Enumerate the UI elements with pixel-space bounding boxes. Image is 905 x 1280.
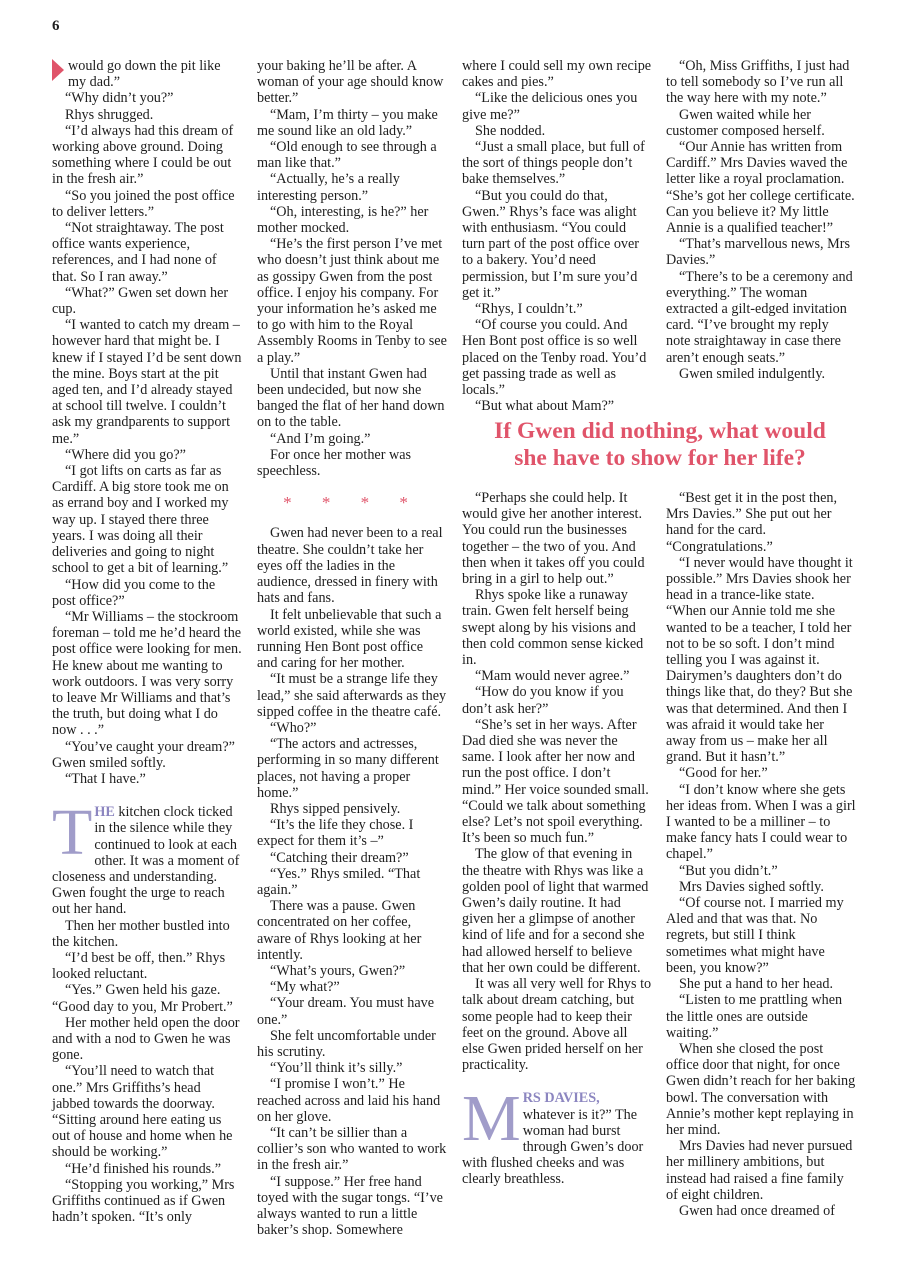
drop-cap-word: HE [94, 804, 115, 821]
paragraph: Until that instant Gwen had been undecided, but now she banged the flat of her hand down on to the table. [257, 365, 445, 431]
paragraph: “Where did you go?” [65, 446, 186, 463]
paragraph: “You’ve caught your dream?” Gwen smiled softly. [52, 738, 235, 771]
pull-quote-line-1: If Gwen did nothing, what would [494, 418, 826, 444]
paragraph: “I suppose.” Her free hand toyed with the sugar tongs. “I’ve always wanted to run a little baker’s shop. Somewhere [257, 1173, 443, 1239]
paragraph: There was a pause. Gwen concentrated on her coffee, aware of Rhys looking at her intently. [257, 898, 422, 963]
page-number: 6 [52, 18, 60, 34]
paragraph: She nodded. [475, 122, 546, 139]
paragraph: She felt uncomfortable under his scrutiny. [257, 1027, 436, 1060]
paragraph: “Not straightaway. The post office wants experience, references, and I had none of that. So I ran away.” [52, 220, 224, 285]
paragraph: your baking he’ll be after. A woman of your age should know better.” [257, 58, 444, 107]
paragraph: “It must be a strange life they lead,” she said afterwards as they sipped coffee in the theatre café. [257, 671, 447, 720]
paragraph: “Just a small place, but full of the sort of things people don’t bake themselves.” [462, 139, 645, 188]
paragraph: “How did you come to the post office?” [52, 576, 216, 609]
paragraph: “That I have.” [65, 770, 146, 787]
paragraph: Mrs Davies sighed softly. [679, 878, 824, 895]
paragraph: She put a hand to her head. [679, 976, 834, 993]
paragraph: “Mam, I’m thirty – you make me sound like an old lady.” [257, 106, 438, 139]
dropcap-paragraph [52, 796, 242, 918]
paragraph: Rhys shrugged. [65, 106, 154, 123]
paragraph: “But you could do that, Gwen.” Rhys’s face was alight with enthusiasm. “You could turn part of the post office over to a bakery. You’d need permission, but I’m sure you’d get it.” [462, 187, 640, 301]
paragraph: Gwen smiled indulgently. [679, 365, 826, 382]
paragraph: “Your dream. You must have one.” [257, 995, 435, 1028]
paragraph: “So you joined the post office to deliver letters.” [52, 187, 235, 220]
paragraph: “What’s yours, Gwen?” [270, 962, 406, 979]
paragraph: “Stopping you working,” Mrs Griffiths continued as if Gwen hadn’t spoken. “It’s only [52, 1176, 235, 1226]
paragraph: Rhys spoke like a runaway train. Gwen felt herself being swept along by his visions and then cold common sense kicked in. [462, 587, 644, 669]
paragraph: Gwen had never been to a real theatre. She couldn’t take her eyes off the ladies in the audience, dressed in finery with hats and fans. [257, 525, 443, 607]
paragraph: The glow of that evening in the theatre with Rhys was like a golden pool of light that warmed Gwen’s daily routine. It had given her a glimpse of another kind of life and for a second she had allowed herself to believe that her own could be different. [462, 846, 649, 976]
paragraph: “You’ll need to watch that one.” Mrs Griffiths’s head jabbed towards the doorway. “Sitting around here eating us out of house and home when he should be working.” [52, 1063, 233, 1161]
paragraph: “What?” Gwen set down her cup. [52, 284, 229, 318]
paragraph: “I don’t know where she gets her ideas from. When I was a girl I wanted to be a milliner – to make fancy hats I could wear to chapel.” [666, 781, 856, 863]
paragraph: “Listen to me prattling when the little ones are outside waiting.” [666, 992, 843, 1041]
paragraph: “How do you know if you don’t ask her?” [462, 684, 624, 717]
paragraph: “That’s marvellous news, Mrs Davies.” [666, 236, 851, 269]
paragraph-text: whatever is it?” The woman had burst through Gwen’s door with flushed cheeks and was clearly breathless. [462, 1106, 644, 1188]
paragraph: Gwen had once dreamed of [679, 1202, 835, 1219]
paragraph: “I’d best be off, then.” Rhys looked reluctant. [52, 949, 226, 983]
paragraph: where I could sell my own recipe cakes and pies.” [462, 58, 652, 91]
paragraph: “My what?” [270, 979, 340, 996]
column-3-bottom [462, 490, 652, 1188]
paragraph: It felt unbelievable that such a world existed, while she was running Hen Bont post office and caring for her mother. [257, 606, 442, 672]
column-2 [257, 58, 447, 1238]
paragraph: “It can’t be sillier than a collier’s son who wanted to work in the fresh air.” [257, 1125, 447, 1174]
paragraph: It was all very well for Rhys to talk about dream catching, but some people had to keep their feet on the ground. Above all else Gwen prided herself on her practicality. [462, 976, 652, 1074]
paragraph: “Of course not. I married my Aled and that was that. No regrets, but still I think sometimes what might have been, you know?” [666, 895, 844, 976]
pull-quote-line-2: she have to show for her life? [514, 445, 806, 471]
paragraph: “There’s to be a ceremony and everything.” The woman extracted a gilt-edged invitation card. “I’ve brought my reply note straightaway in case there aren’t enough seats.” [666, 268, 853, 366]
paragraph: “I wanted to catch my dream – however hard that might be. I knew if I stayed I’d be sent down the mine. Boys start at the pit aged ten, and I’d already stayed at school till twelve. I couldn’t ask my grandparents to support me.” [52, 317, 242, 447]
paragraph: “He’s the first person I’ve met who doesn’t just think about me as gossipy Gwen from the post office. I enjoy his company. For your information he’s asked me to go with him to the Royal Assembly Rooms in Tenby to see a play.” [257, 236, 447, 366]
column-4-bottom [666, 490, 856, 1219]
paragraph: “I’d always had this dream of working above ground. Doing something where I could be out in the fresh air.” [52, 122, 234, 188]
paragraph: “Mr Williams – the stockroom foreman – told me he’d heard the post office were looking for men. He knew about me wanting to work outdoors. I was very sorry to leave Mr Williams and that’s the truth, but doing what I do now . . .” [52, 608, 242, 739]
paragraph: “And I’m going.” [270, 430, 371, 447]
paragraph: “I promise I won’t.” He reached across and laid his hand on her glove. [257, 1076, 441, 1125]
paragraph: Her mother held open the door and with a nod to Gwen he was gone. [52, 1014, 240, 1064]
column-3-top [462, 58, 652, 414]
paragraph: “Yes.” Rhys smiled. “That again.” [257, 865, 421, 898]
paragraph: “Oh, Miss Griffiths, I just had to tell somebody so I’ve run all the way here with my note.” [666, 58, 850, 107]
paragraph: Gwen waited while her customer composed herself. [666, 106, 825, 139]
paragraph: “I got lifts on carts as far as Cardiff. A big store took me on as errand boy and I worked my way up. I stayed there three years. I was doing all their deliveries and going to night school to get a bit of learning.” [52, 463, 229, 577]
paragraph: “The actors and actresses, performing in so many different places, not having a proper home.” [257, 736, 439, 801]
drop-cap: M [462, 1082, 521, 1156]
paragraph: Rhys sipped pensively. [270, 800, 401, 817]
paragraph-text: kitchen clock ticked in the silence while they continued to look at each other. It was a moment of closeness and understanding. Gwen fought the urge to reach out her hand. [52, 804, 240, 918]
dropcap-paragraph [462, 1082, 652, 1188]
paragraph: “Rhys, I couldn’t.” [475, 301, 583, 318]
drop-cap-word: RS DAVIES, [522, 1090, 600, 1107]
paragraph: “Like the delicious ones you give me?” [462, 90, 638, 123]
paragraph: “He’d finished his rounds.” [65, 1160, 222, 1177]
paragraph: “Actually, he’s a really interesting person.” [257, 171, 400, 204]
paragraph: Then her mother bustled into the kitchen. [52, 917, 230, 950]
paragraph: “Old enough to see through a man like that.” [257, 139, 437, 172]
paragraph: “Congratulations.” [666, 538, 773, 555]
section-separator: * * * * [283, 493, 421, 513]
drop-cap: T [52, 796, 93, 870]
paragraph: “Of course you could. And Hen Bont post office is so well placed on the Tenby road. You’d get passing trade as well as locals.” [462, 317, 647, 399]
paragraph: “I never would have thought it possible.” Mrs Davies shook her head in a trance-like state. “When our Annie told me she wanted to be a teacher, I told her not to be so soft. I don’t mind telling you I was against it. Dairymen’s daughters don’t do things like that, do they? But she was that determined. And then I was afraid it would take her away from us – make her all grand. But it hasn’t.” [666, 554, 853, 766]
paragraph: “Who?” [270, 719, 317, 736]
column-4-top [666, 58, 856, 382]
column-1 [52, 58, 242, 1225]
paragraph: “Best get it in the post then, Mrs Davies.” She put out her hand for the card. [666, 490, 838, 539]
paragraph: When she closed the post office door that night, for once Gwen didn’t reach for her baking bowl. The conversation with Annie’s mother kept replaying in her mind. [666, 1040, 856, 1138]
paragraph: “Perhaps she could help. It would give her another interest. You could run the businesses together – the two of you. And then when it takes off you could bring in a girl to help out.” [462, 490, 645, 588]
paragraph: “But what about Mam?” [475, 398, 615, 415]
paragraph: Mrs Davies had never pursued her millinery ambitions, but instead had raised a fine family of eight children. [666, 1138, 853, 1203]
paragraph: “Catching their dream?” [270, 849, 409, 866]
paragraph: For once her mother was speechless. [257, 446, 412, 480]
paragraph: “You’ll think it’s silly.” [270, 1060, 403, 1077]
paragraph: “She’s set in her ways. After Dad died she was never the same. I look after her now and run the post office. I don’t mind.” Her voice sounded small. “Could we talk about something else? Let’s not spoil everything. It’s been so much fun.” [462, 716, 649, 847]
paragraph: “Our Annie has written from Cardiff.” Mrs Davies waved the letter like a royal proclamation. “She’s got her college certificate. Can you believe it? My little Annie is a qualified teacher!” [666, 139, 855, 237]
paragraph: “Mam would never agree.” [475, 668, 630, 685]
pull-quote [462, 418, 858, 472]
paragraph: “Good for her.” [679, 765, 768, 782]
paragraph: “Why didn’t you?” [65, 90, 174, 107]
paragraph: “Yes.” Gwen held his gaze. “Good day to you, Mr Probert.” [52, 982, 233, 1015]
paragraph: “Oh, interesting, is he?” her mother mocked. [257, 203, 429, 237]
paragraph: “It’s the life they chose. I expect for them it’s –” [257, 817, 414, 850]
paragraph: would go down the pit like my dad.” [68, 58, 221, 91]
paragraph: “But you didn’t.” [679, 862, 778, 879]
